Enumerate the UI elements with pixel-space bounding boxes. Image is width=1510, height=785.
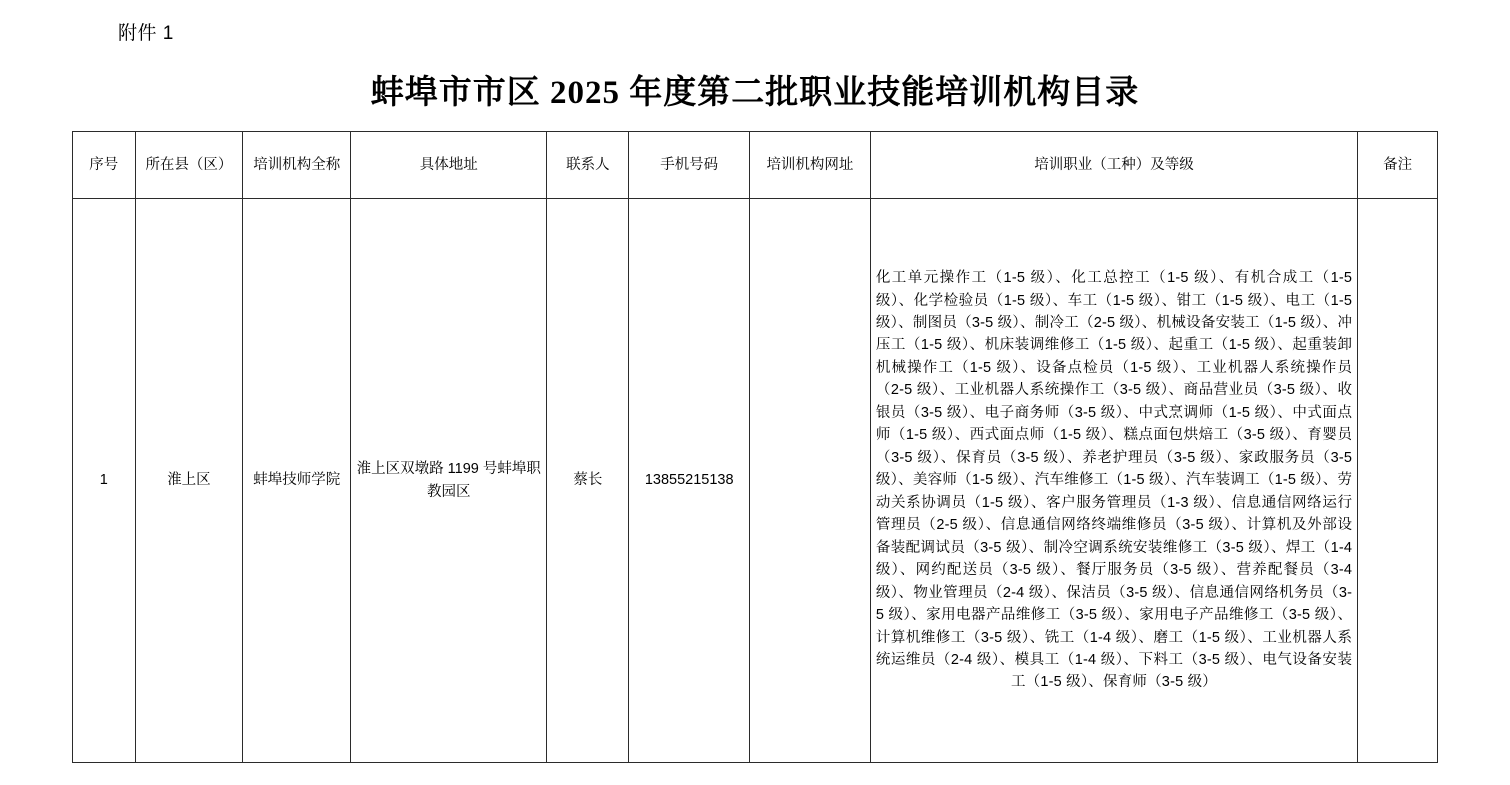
cell-institution: 蚌埠技师学院 [243, 199, 351, 763]
column-header-contact: 联系人 [547, 132, 629, 199]
cell-occupations: 化工单元操作工（1-5 级）、化工总控工（1-5 级）、有机合成工（1-5 级）、化学检验员（1-5 级）、车工（1-5 级）、钳工（1-5 级）、电工（1-5 级）、制图员（3-5 级）、制冷工（2-5 级）、机械设备安装工（1-5 级）、冲压工（1-5 级）、机床装调维修工（1-5 级）、起重工（1-5 级）、起重装卸机械操作工（1-5 级）、设备点检员（1-5 级）、工业机器人系统操作员（2-5 级）、工业机器人系统操作工（3-5 级）、商品营业员（3-5 级）、收银员（3-5 级）、电子商务师（3-5 级）、中式烹调师（1-5 级）、中式面点师（1-5 级）、西式面点师（1-5 级）、糕点面包烘焙工（3-5 级）、育婴员（3-5 级）、保育员（3-5 级）、养老护理员（3-5 级）、家政服务员（3-5 级）、美容师（1-5 级）、汽车维修工（1-5 级）、汽车装调工（1-5 级）、劳动关系协调员（1-5 级）、客户服务管理员（1-3 级）、信息通信网络运行管理员（2-5 级）、信息通信网络终端维修员（3-5 级）、计算机及外部设备装配调试员（3-5 级）、制冷空调系统安装维修工（3-5 级）、焊工（1-4 级）、网约配送员（3-5 级）、餐厅服务员（3-5 级）、营养配餐员（3-4 级）、物业管理员（2-4 级）、保洁员（3-5 级）、信息通信网络机务员（3-5 级）、家用电器产品维修工（3-5 级）、家用电子产品维修工（3-5 级）、计算机维修工（3-5 级）、铣工（1-4 级）、磨工（1-5 级）、工业机器人系统运维员（2-4 级）、模具工（1-4 级）、下料工（3-5 级）、电气设备安装工（1-5 级）、保育师（3-5 级） [870, 199, 1357, 763]
column-header-remark: 备注 [1358, 132, 1438, 199]
column-header-county: 所在县（区） [135, 132, 243, 199]
page-title: 蚌埠市市区 2025 年度第二批职业技能培训机构目录 [370, 75, 1140, 111]
table-row [73, 199, 1438, 763]
cell-phone: 13855215138 [629, 199, 750, 763]
column-header-institution: 培训机构全称 [243, 132, 351, 199]
cell-website [750, 199, 871, 763]
training-institution-table [72, 131, 1438, 763]
column-header-occupations: 培训职业（工种）及等级 [870, 132, 1357, 199]
cell-contact: 蔡长 [547, 199, 629, 763]
column-header-phone: 手机号码 [629, 132, 750, 199]
attachment-label: 附件 1 [118, 23, 174, 44]
cell-no: 1 [73, 199, 136, 763]
table-header-row [73, 132, 1438, 199]
column-header-website: 培训机构网址 [750, 132, 871, 199]
column-header-address: 具体地址 [351, 132, 547, 199]
training-institution-table-wrapper [72, 131, 1438, 763]
column-header-no: 序号 [73, 132, 136, 199]
cell-county: 淮上区 [135, 199, 243, 763]
cell-remark [1358, 199, 1438, 763]
cell-address: 淮上区双墩路 1199 号蚌埠职教园区 [351, 199, 547, 763]
